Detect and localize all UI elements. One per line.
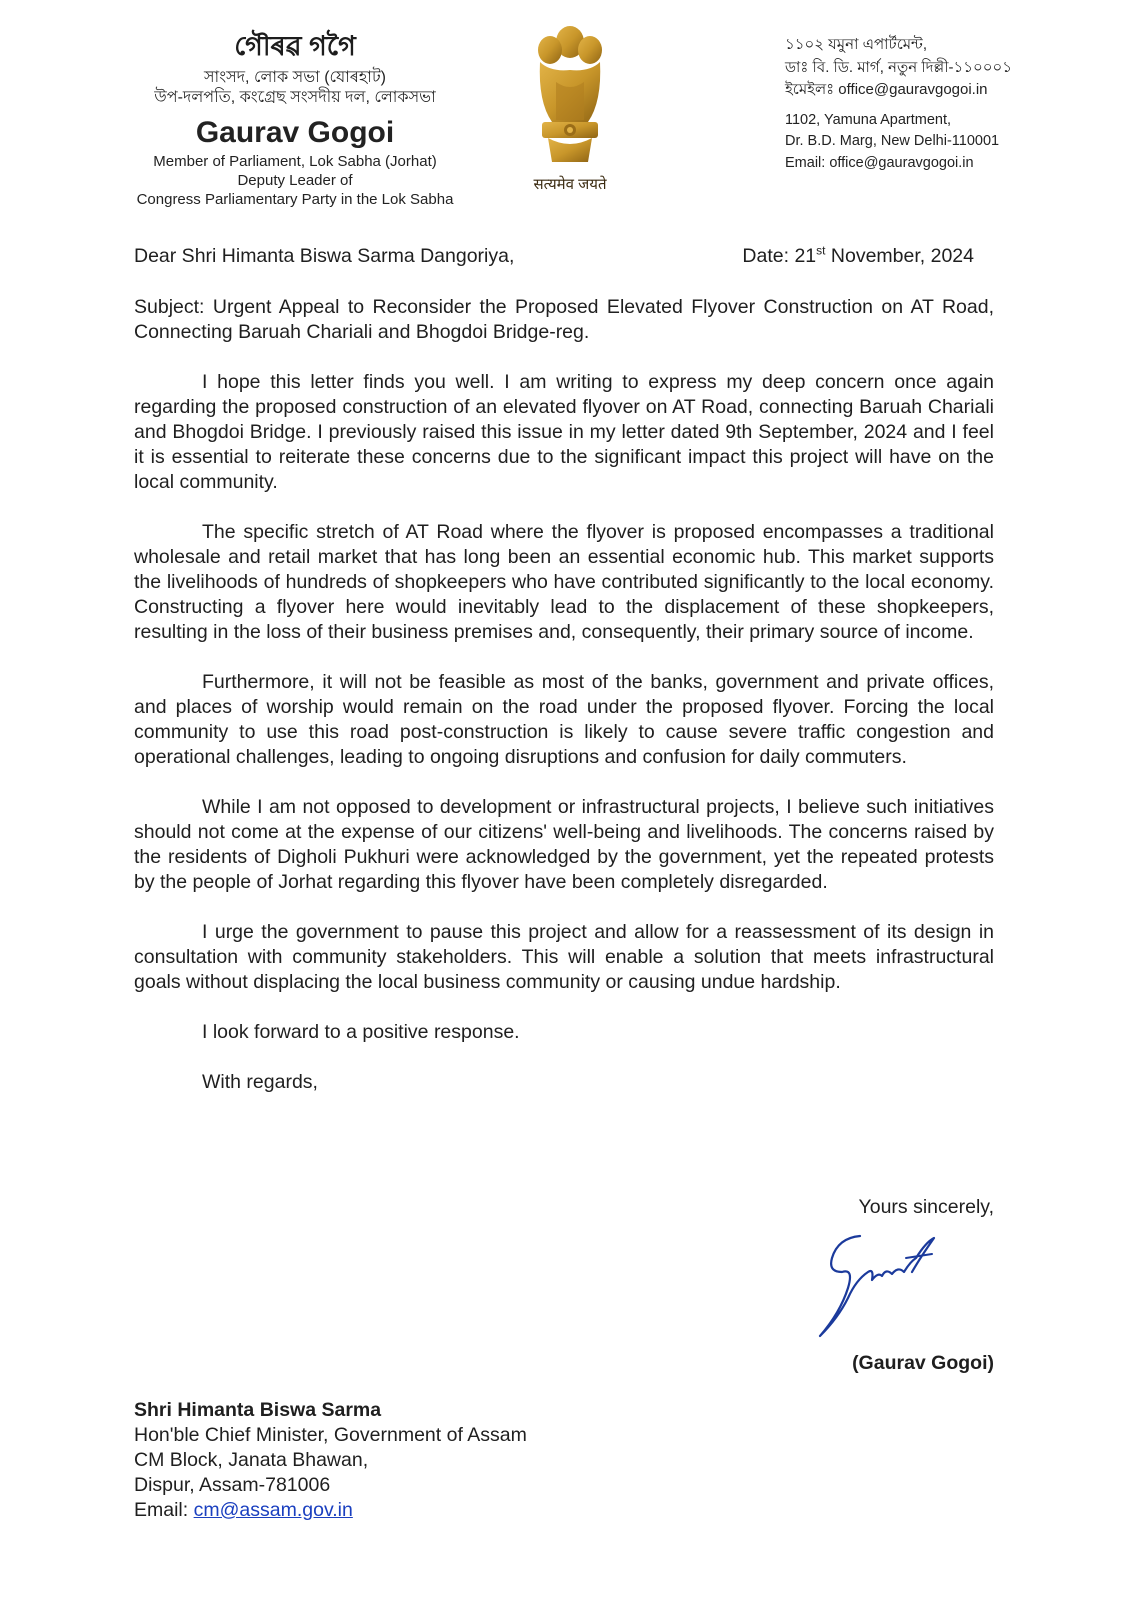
date-prefix: Date: 21 [742, 245, 817, 267]
paragraph: The specific stretch of AT Road where the flyover is proposed encompasses a traditional wholesale and retail market that has long been an essential economic hub. This market supports the livelihoods of hundreds of shopkeepers who have contributed significantly to the local economy. Constructing a flyover here would inevitably lead to the displacement of these shopkeepers, resulting in the loss of their business premises and, consequently, their primary source of income. [134, 521, 994, 643]
email-assamese: ইমেইলঃ office@gauravgogoi.in [785, 81, 988, 98]
addressee-designation: Hon'ble Chief Minister, Government of Assam [134, 1424, 527, 1446]
letterhead-left [130, 30, 460, 210]
address-english-2: Dr. B.D. Marg, New Delhi-110001 [785, 133, 1000, 150]
sender-title-english-1: Member of Parliament, Lok Sabha (Jorhat) [153, 153, 437, 171]
yours-sincerely: Yours sincerely, [858, 1196, 994, 1218]
sender-title-english-3: Congress Parliamentary Party in the Lok Sabha [136, 190, 454, 208]
sender-title-assamese-2: উপ-দলপতি, কংগ্রেছ সংসদীয় দল, লোকসভা [154, 88, 436, 106]
sender-name-assamese: গৌৰৱ গগৈ [234, 31, 356, 61]
sender-name-english: Gaurav Gogoi [195, 115, 395, 149]
letter-date [742, 244, 974, 269]
emblem-motto: सत्यमेव जयते [533, 176, 607, 193]
address-english-1: 1102, Yamuna Apartment, [785, 111, 952, 128]
paragraph: While I am not opposed to development or infrastructural projects, I believe such initiatives should not come at the expense of our citizens' well-being and livelihoods. The concerns raised by the residents of Digholi Pukhuri were acknowledged by the government, yet the repeated protests by the people of Jorhat regarding this flyover have been completely disregarded. [134, 796, 994, 893]
subject-line: Subject: Urgent Appeal to Reconsider the Proposed Elevated Flyover Construction on AT Road, Connecting Baruah Chariali and Bhogdoi Bridge-reg. [134, 296, 994, 343]
paragraph: I hope this letter finds you well. I am writing to express my deep concern once again regarding the proposed construction of an elevated flyover on AT Road, connecting Baruah Chariali and Bhogdoi Bridge. I previously raised this issue in my letter dated 9th September, 2024 and I feel it is essential to reiterate these concerns due to the significant impact this project will have on the local community. [134, 371, 994, 493]
salutation-row [134, 244, 994, 269]
date-ordinal: st [816, 243, 826, 258]
regards-line: With regards, [202, 1071, 318, 1093]
address-assamese-2: ডাঃ বি. ডি. মার্গ, নতুন দিল্লী-১১০০০১ [785, 58, 1012, 76]
paragraph: Furthermore, it will not be feasible as most of the banks, government and private offices, and places of worship would remain on the road under the proposed flyover. Forcing the local community to use this road post-construction is likely to cause severe traffic congestion and operational challenges, leading to ongoing disruptions and confusion for daily commuters. [134, 671, 994, 768]
salutation: Dear Shri Himanta Biswa Sarma Dangoriya, [134, 245, 515, 267]
addressee-email-link[interactable]: cm@assam.gov.in [193, 1499, 353, 1521]
email-english: Email: office@gauravgogoi.in [785, 155, 974, 171]
closing-line: I look forward to a positive response. [202, 1021, 520, 1043]
sender-title-assamese-1: সাংসদ, লোক সভা (যোৰহাট) [203, 68, 386, 86]
lion-capital-icon [530, 22, 610, 172]
email-label: Email: [134, 1499, 194, 1521]
sender-title-english-2: Deputy Leader of [237, 172, 353, 189]
addressee-name: Shri Himanta Biswa Sarma [134, 1399, 382, 1421]
address-assamese-1: ১১০২ যমুনা এপার্টমেন্ট, [785, 36, 928, 53]
letter-body [134, 244, 994, 1095]
addressee-block [134, 1398, 527, 1523]
signatory-name: (Gaurav Gogoi) [852, 1352, 994, 1374]
date-rest: November, 2024 [825, 245, 974, 267]
letterhead-right [785, 34, 1035, 175]
addressee-address-1: CM Block, Janata Bhawan, [134, 1449, 369, 1471]
paragraph: I urge the government to pause this project and allow for a reassessment of its design in consultation with community stakeholders. This will enable a solution that meets infrastructural goals without displacing the local business community or causing undue hardship. [134, 921, 994, 993]
addressee-email-row [134, 1498, 527, 1523]
signature-icon [808, 1228, 948, 1343]
addressee-address-2: Dispur, Assam-781006 [134, 1474, 331, 1496]
national-emblem [520, 22, 620, 194]
